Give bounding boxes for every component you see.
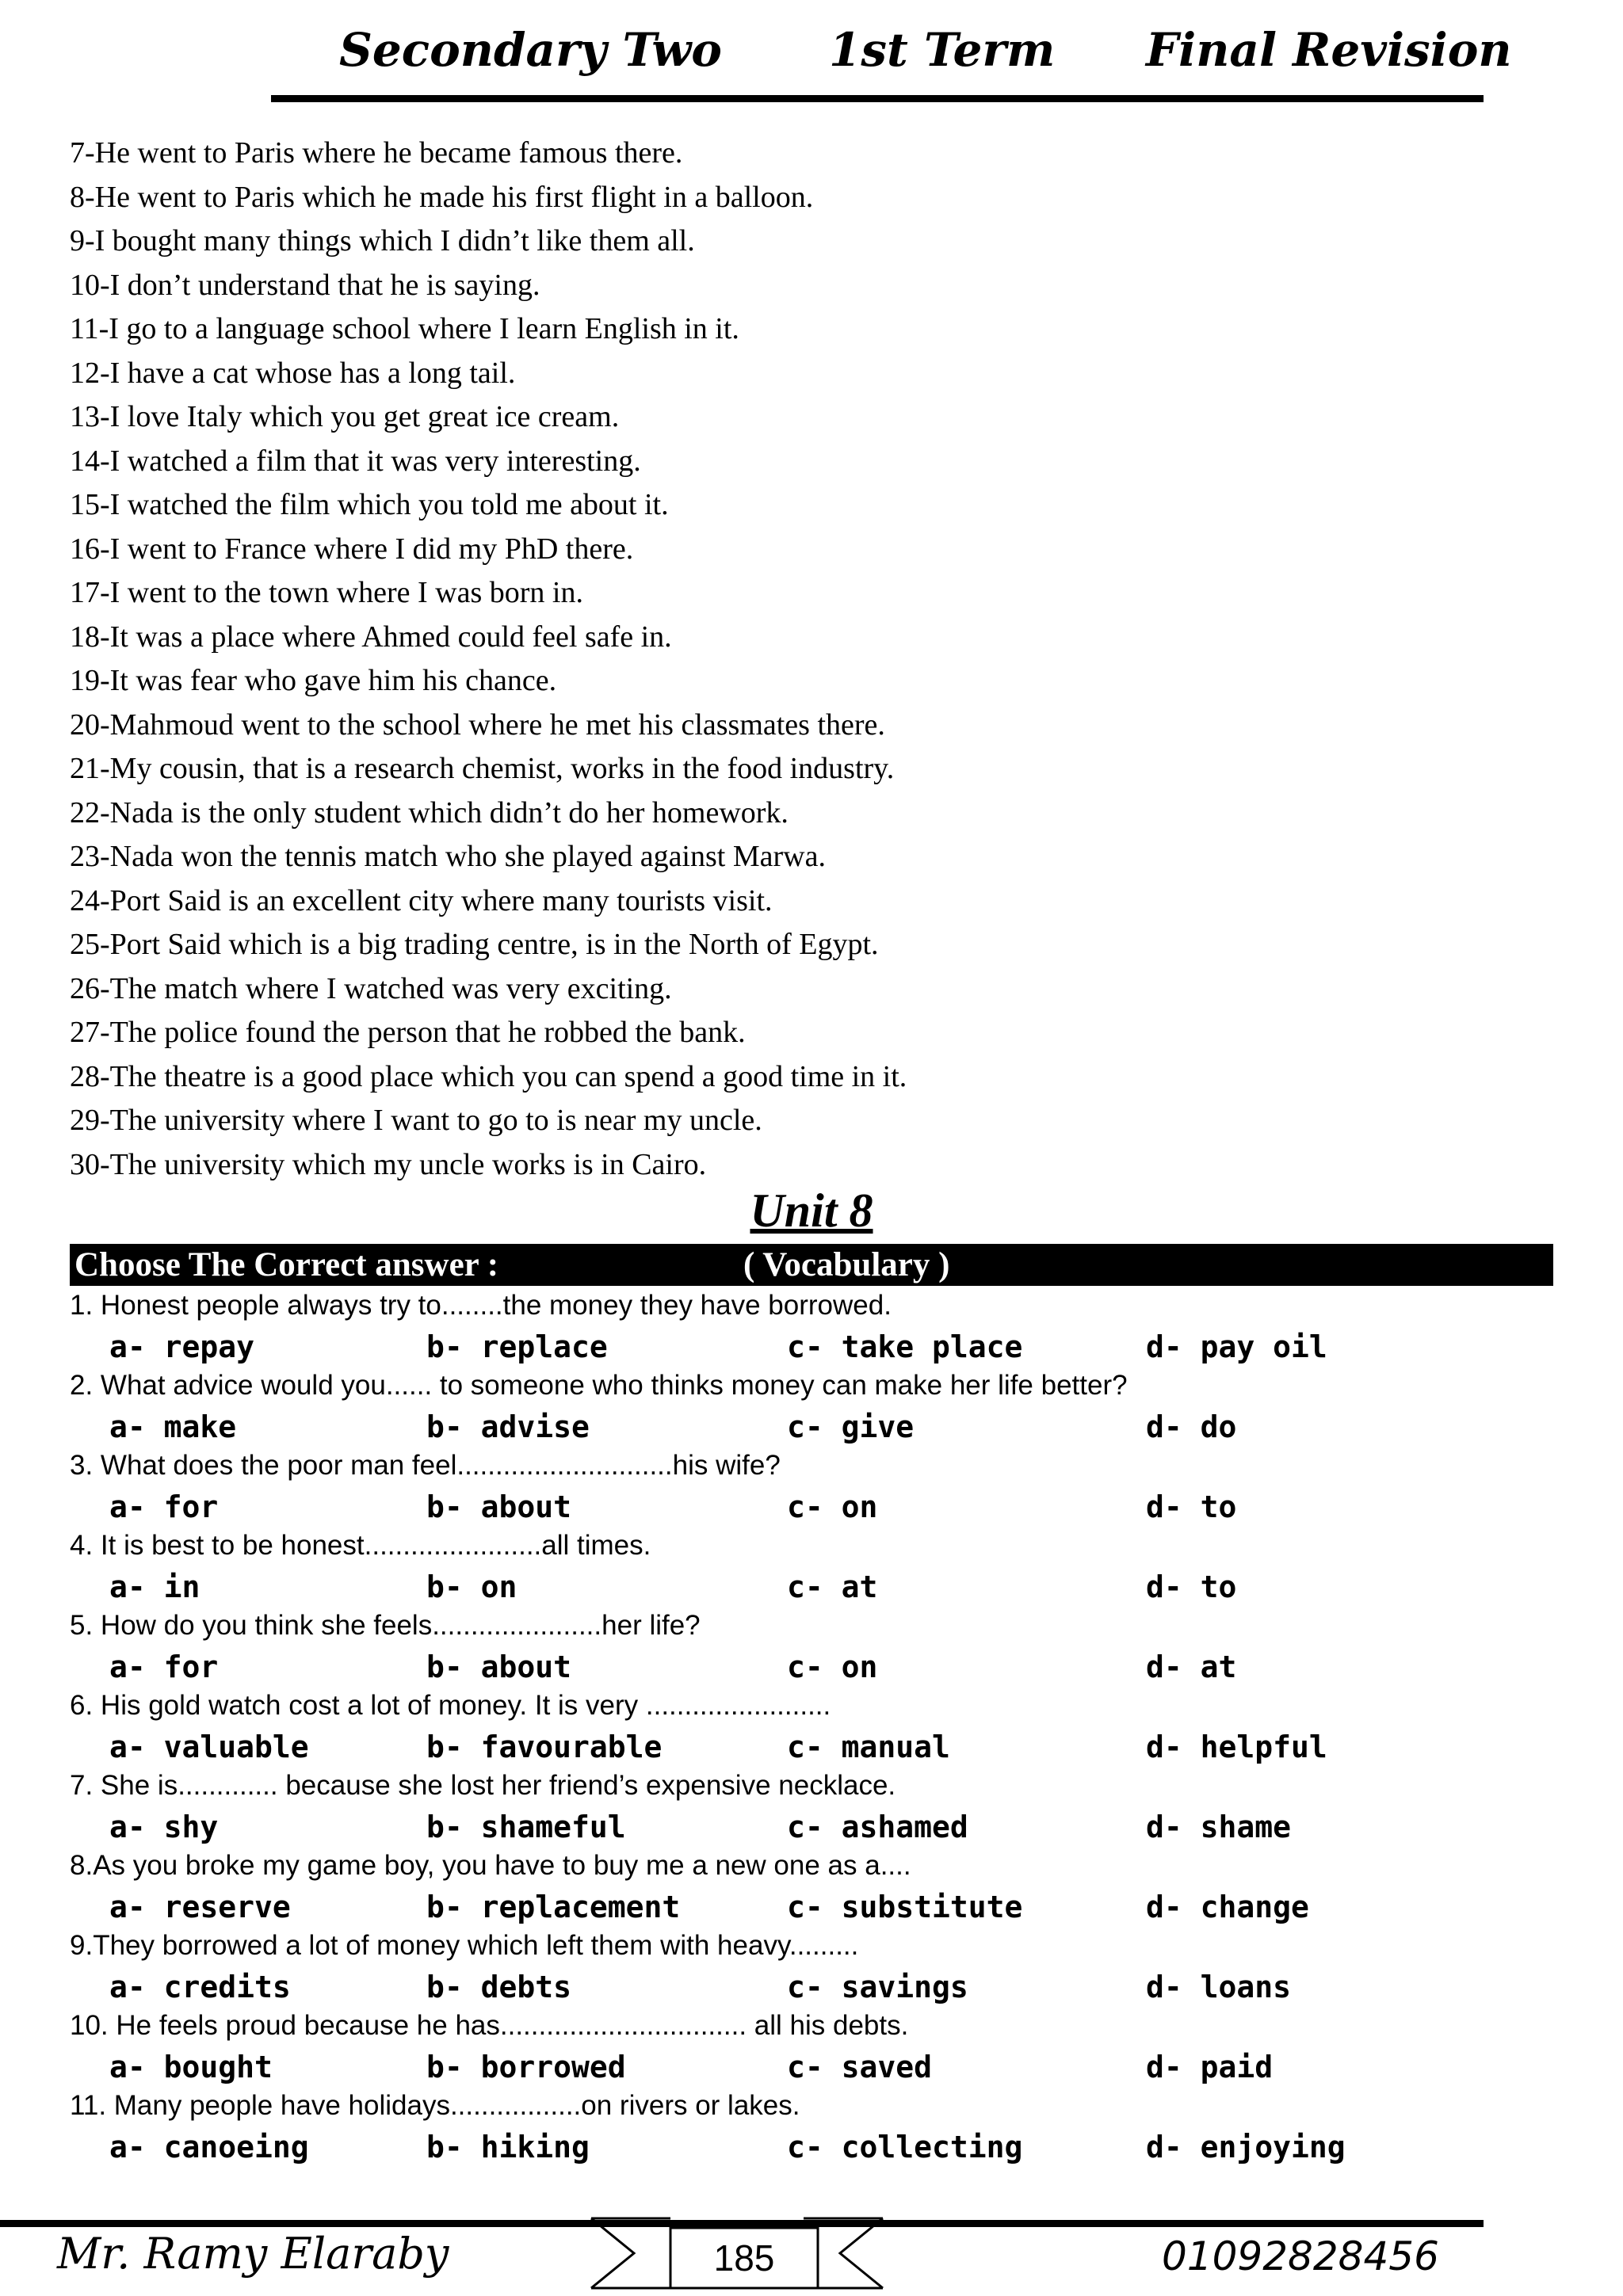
- vocabulary-question-list: [70, 1287, 1553, 2168]
- option-d: d- shame: [1146, 1810, 1292, 1844]
- option-a: a- reserve: [109, 1890, 291, 1924]
- sentence-item: 10-I don’t understand that he is saying.: [70, 268, 540, 302]
- option-d: d- enjoying: [1146, 2130, 1346, 2164]
- question-item: [70, 1768, 1553, 1848]
- option-a: a- make: [109, 1409, 237, 1444]
- footer-author: Mr. Ramy Elaraby: [57, 2229, 449, 2279]
- option-d: d- pay oil: [1146, 1329, 1327, 1364]
- option-b: b- about: [426, 1650, 572, 1684]
- sentence-item: 20-Mahmoud went to the school where he met his classmates there.: [70, 707, 885, 742]
- sentence-item: 17-I went to the town where I was born in.: [70, 576, 583, 609]
- option-c: c- give: [787, 1409, 915, 1444]
- sentence-item: 16-I went to France where I did my PhD there.: [70, 532, 634, 566]
- correction-sentence-list: [70, 132, 1496, 1187]
- answer-options: [70, 1487, 1553, 1527]
- question-text: 11. Many people have holidays.................on rivers or lakes.: [70, 2090, 800, 2121]
- question-text: 4. It is best to be honest.......................all times.: [70, 1530, 651, 1561]
- header-title: Final Revision: [1146, 23, 1512, 77]
- option-c: c- saved: [787, 2050, 933, 2084]
- question-text: 9.They borrowed a lot of money which left them with heavy.........: [70, 1930, 859, 1961]
- option-c: c- on: [787, 1650, 878, 1684]
- sentence-item: 18-It was a place where Ahmed could feel safe in.: [70, 620, 672, 654]
- answer-options: [70, 1727, 1553, 1767]
- question-item: [70, 1688, 1553, 1768]
- option-b: b- borrowed: [426, 2050, 626, 2084]
- answer-options: [70, 1967, 1553, 2007]
- question-text: 8.As you broke my game boy, you have to buy me a new one as a....: [70, 1850, 911, 1881]
- sentence-item: 14-I watched a film that it was very interesting.: [70, 444, 641, 478]
- option-d: d- helpful: [1146, 1730, 1327, 1764]
- footer-phone: 01092828456: [1162, 2233, 1439, 2279]
- section-category: ( Vocabulary ): [743, 1246, 950, 1283]
- sentence-item: 13-I love Italy which you get great ice cream.: [70, 400, 620, 433]
- option-c: c- savings: [787, 1970, 968, 2004]
- option-a: a- repay: [109, 1329, 255, 1364]
- question-text: 7. She is............. because she lost her friend’s expensive necklace.: [70, 1770, 896, 1801]
- option-b: b- advise: [426, 1409, 590, 1444]
- option-d: d- change: [1146, 1890, 1309, 1924]
- option-b: b- about: [426, 1489, 572, 1524]
- question-text: 3. What does the poor man feel............................his wife?: [70, 1450, 781, 1481]
- sentence-item: 29-The university where I want to go to is near my uncle.: [70, 1104, 762, 1137]
- sentence-item: 7-He went to Paris where he became famous there.: [70, 136, 683, 170]
- option-a: a- for: [109, 1489, 219, 1524]
- question-item: [70, 1367, 1553, 1447]
- answer-options: [70, 2127, 1553, 2167]
- answer-options: [70, 1887, 1553, 1927]
- option-c: c- at: [787, 1569, 878, 1604]
- page-header: [0, 0, 1623, 103]
- option-a: a- valuable: [109, 1730, 309, 1764]
- option-c: c- on: [787, 1489, 878, 1524]
- question-item: [70, 1527, 1553, 1608]
- option-b: b- on: [426, 1569, 517, 1604]
- option-a: a- canoeing: [109, 2130, 309, 2164]
- unit-title: Unit 8: [750, 1184, 873, 1237]
- option-d: d- at: [1146, 1650, 1237, 1684]
- sentence-item: 27-The police found the person that he robbed the bank.: [70, 1016, 746, 1049]
- question-item: [70, 1447, 1553, 1527]
- option-c: c- take place: [787, 1329, 1023, 1364]
- option-d: d- do: [1146, 1409, 1237, 1444]
- option-d: d- paid: [1146, 2050, 1274, 2084]
- option-a: a- bought: [109, 2050, 273, 2084]
- answer-options: [70, 1407, 1553, 1447]
- option-b: b- favourable: [426, 1730, 663, 1764]
- option-d: d- to: [1146, 1569, 1237, 1604]
- page-number: 185: [713, 2237, 775, 2279]
- question-text: 5. How do you think she feels......................her life?: [70, 1610, 701, 1641]
- option-c: c- collecting: [787, 2130, 1023, 2164]
- sentence-item: 23-Nada won the tennis match who she played against Marwa.: [70, 840, 826, 873]
- question-item: [70, 1848, 1553, 1928]
- sentence-item: 15-I watched the film which you told me about it.: [70, 488, 669, 521]
- sentence-item: 21-My cousin, that is a research chemist, works in the food industry.: [70, 752, 895, 785]
- sentence-item: 28-The theatre is a good place which you can spend a good time in it.: [70, 1059, 907, 1093]
- answer-options: [70, 1567, 1553, 1607]
- section-header-bar: [70, 1244, 1553, 1286]
- option-c: c- ashamed: [787, 1810, 968, 1844]
- sentence-item: 22-Nada is the only student which didn’t do her homework.: [70, 795, 789, 830]
- option-a: a- shy: [109, 1810, 219, 1844]
- question-text: 1. Honest people always try to........the money they have borrowed.: [70, 1290, 892, 1321]
- option-b: b- hiking: [426, 2130, 590, 2164]
- answer-options: [70, 1647, 1553, 1687]
- header-divider: [271, 95, 1484, 102]
- option-b: b- shameful: [426, 1810, 626, 1844]
- option-c: c- manual: [787, 1730, 950, 1764]
- sentence-item: 11-I go to a language school where I learn English in it.: [70, 312, 739, 345]
- question-item: [70, 2088, 1553, 2168]
- sentence-item: 12-I have a cat whose has a long tail.: [70, 356, 516, 390]
- option-d: d- loans: [1146, 1970, 1292, 2004]
- option-a: a- for: [109, 1650, 219, 1684]
- answer-options: [70, 1327, 1553, 1367]
- section-instruction: Choose The Correct answer :: [74, 1246, 499, 1283]
- answer-options: [70, 2047, 1553, 2087]
- question-item: [70, 2008, 1553, 2088]
- question-text: 2. What advice would you...... to someone who thinks money can make her life better?: [70, 1370, 1128, 1401]
- option-c: c- substitute: [787, 1890, 1023, 1924]
- option-b: b- debts: [426, 1970, 572, 2004]
- answer-options: [70, 1807, 1553, 1847]
- option-b: b- replacement: [426, 1890, 681, 1924]
- question-text: 10. He feels proud because he has................................ all his debts.: [70, 2010, 909, 2041]
- sentence-item: 30-The university which my uncle works is in Cairo.: [70, 1147, 707, 1181]
- sentence-item: 8-He went to Paris which he made his first flight in a balloon.: [70, 180, 814, 214]
- header-grade: Secondary Two: [339, 23, 722, 77]
- sentence-item: 9-I bought many things which I didn’t like them all.: [70, 224, 695, 257]
- sentence-item: 24-Port Said is an excellent city where many tourists visit.: [70, 883, 773, 917]
- option-a: a- credits: [109, 1970, 291, 2004]
- sentence-item: 26-The match where I watched was very exciting.: [70, 971, 672, 1005]
- header-term: 1st Term: [829, 23, 1056, 77]
- question-item: [70, 1608, 1553, 1688]
- option-d: d- to: [1146, 1489, 1237, 1524]
- sentence-item: 25-Port Said which is a big trading centre, is in the North of Egypt.: [70, 928, 879, 961]
- question-text: 6. His gold watch cost a lot of money. It is very ........................: [70, 1690, 831, 1721]
- question-item: [70, 1287, 1553, 1367]
- question-item: [70, 1928, 1553, 2008]
- option-b: b- replace: [426, 1329, 608, 1364]
- sentence-item: 19-It was fear who gave him his chance.: [70, 664, 557, 697]
- option-a: a- in: [109, 1569, 200, 1604]
